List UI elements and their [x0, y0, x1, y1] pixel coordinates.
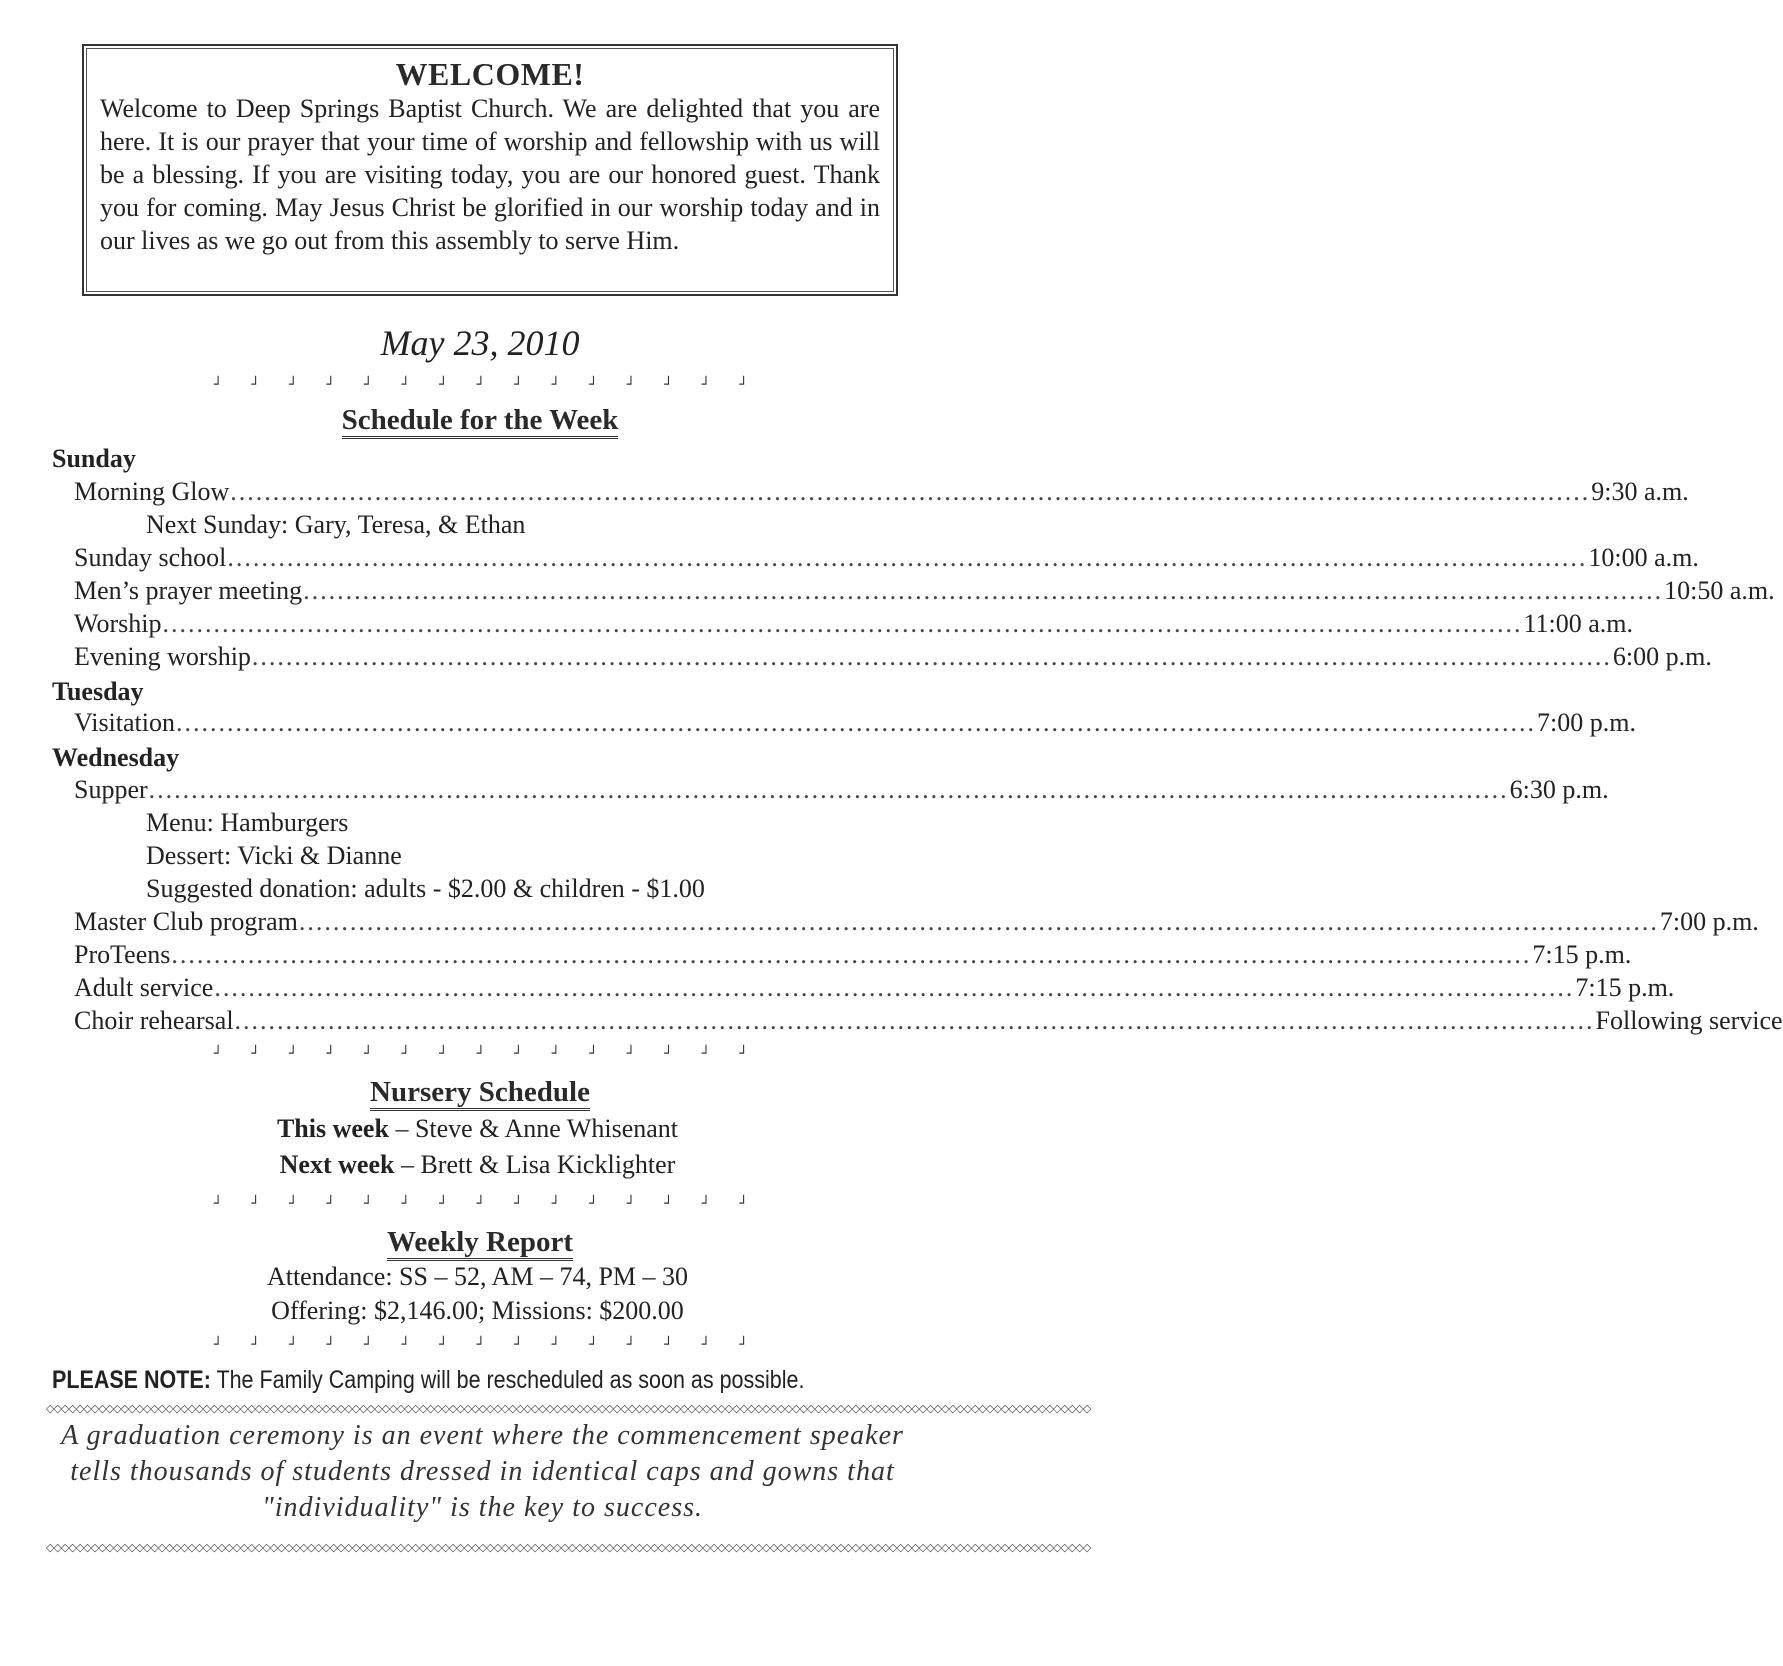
- report-offering: Offering: $2,146.00; Missions: $200.00: [271, 1296, 684, 1325]
- music-note-icon: ┘: [326, 1046, 336, 1062]
- music-note-icon: ┘: [626, 377, 636, 393]
- music-note-icon: ┘: [739, 1196, 748, 1212]
- schedule-row: Supper ..... 6:30 p.m.: [74, 775, 902, 805]
- music-note-icon: ┘: [439, 1337, 448, 1353]
- music-note-icon: ┘: [664, 1337, 673, 1353]
- day-heading-tuesday: Tuesday: [52, 677, 144, 706]
- schedule-row: Morning Glow ..... 9:30 a.m.: [74, 477, 902, 507]
- music-note-icon: ┘: [364, 1337, 373, 1353]
- music-note-icon: ┘: [739, 1337, 748, 1353]
- music-note-icon: ┘: [514, 1337, 523, 1353]
- music-note-icon: ┘: [251, 377, 260, 393]
- music-note-divider: [214, 377, 748, 393]
- schedule-row: Visitation ..... 7:00 p.m.: [74, 708, 902, 738]
- diamond-divider: ◇◇◇◇◇◇◇◇◇◇◇◇◇◇◇◇◇◇◇◇◇◇◇◇◇◇◇◇◇◇◇◇◇◇◇◇◇◇◇◇◇◇◇◇◇◇◇◇◇◇◇◇◇◇◇◇◇◇◇◇◇◇◇◇◇◇◇◇◇◇◇◇◇◇◇◇◇◇◇◇◇◇◇◇◇◇◇◇◇◇◇◇◇◇◇◇◇◇◇◇◇◇◇◇◇◇◇◇◇◇◇◇◇◇◇◇◇◇◇◇◇◇◇◇◇◇◇◇◇◇◇◇◇◇◇◇◇◇◇◇: [46, 1402, 1091, 1415]
- quote: A graduation ceremony is an event where the commencement speaker tells thousands of students dressed in identical caps and gowns that "individuality" is the key to success.: [61, 1420, 904, 1523]
- music-note-icon: ┘: [214, 1196, 223, 1212]
- music-note-icon: ┘: [551, 1196, 561, 1212]
- nursery-next-week: Next week – Brett & Lisa Kicklighter: [279, 1150, 676, 1179]
- music-note-icon: ┘: [626, 1337, 636, 1353]
- music-note-icon: ┘: [364, 1196, 373, 1212]
- nursery-this-week: This week – Steve & Anne Whisenant: [276, 1114, 679, 1143]
- schedule-row: Adult service ..... 7:15 p.m.: [74, 973, 902, 1003]
- music-note-icon: ┘: [326, 1196, 336, 1212]
- music-note-icon: ┘: [664, 1046, 673, 1062]
- welcome-text: Welcome to Deep Springs Baptist Church. We are delighted that you are here. It is our prayer that your time of worship and fellowship with us will be a blessing. If you are visiting today, you are our honored guest. Thank you for coming. May Jesus Christ be glorified in our worship today and in our lives as we go out from this assembly to serve Him.: [100, 94, 880, 255]
- schedule-row: Evening worship ..... 6:00 p.m.: [74, 642, 902, 672]
- music-note-icon: ┘: [626, 1196, 636, 1212]
- music-note-icon: ┘: [551, 377, 561, 393]
- music-note-icon: ┘: [476, 377, 486, 393]
- schedule-note: Suggested donation: adults - $2.00 & children - $1.00: [146, 874, 705, 903]
- music-note-icon: ┘: [739, 1046, 748, 1062]
- report-attendance: Attendance: SS – 52, AM – 74, PM – 30: [266, 1262, 689, 1291]
- schedule-note: Menu: Hamburgers: [146, 808, 349, 837]
- music-note-icon: ┘: [289, 1337, 298, 1353]
- schedule-row: Worship ..... 11:00 a.m.: [74, 609, 902, 639]
- bulletin-date: May 23, 2010: [380, 323, 580, 363]
- music-note-icon: ┘: [626, 1046, 636, 1062]
- music-note-icon: ┘: [364, 1046, 373, 1062]
- music-note-icon: ┘: [701, 1337, 711, 1353]
- report-title: Weekly Report: [0, 1226, 960, 1259]
- music-note-icon: ┘: [289, 1046, 298, 1062]
- music-note-icon: ┘: [214, 377, 223, 393]
- music-note-icon: ┘: [439, 377, 448, 393]
- music-note-icon: ┘: [214, 1337, 223, 1353]
- music-note-icon: ┘: [401, 377, 411, 393]
- music-note-icon: ┘: [476, 1046, 486, 1062]
- music-note-icon: ┘: [251, 1196, 260, 1212]
- music-note-divider: [214, 1337, 748, 1353]
- music-note-icon: ┘: [214, 1046, 223, 1062]
- music-note-icon: ┘: [439, 1046, 448, 1062]
- music-note-icon: ┘: [439, 1196, 448, 1212]
- music-note-icon: ┘: [514, 1196, 523, 1212]
- music-note-icon: ┘: [701, 1046, 711, 1062]
- music-note-icon: ┘: [476, 1337, 486, 1353]
- music-note-icon: ┘: [664, 377, 673, 393]
- schedule-note: Next Sunday: Gary, Teresa, & Ethan: [146, 510, 526, 539]
- schedule-row: Choir rehearsal ..... Following service: [74, 1006, 902, 1036]
- music-note-icon: ┘: [401, 1337, 411, 1353]
- music-note-icon: ┘: [251, 1337, 260, 1353]
- music-note-icon: ┘: [401, 1046, 411, 1062]
- music-note-icon: ┘: [664, 1196, 673, 1212]
- schedule-title: Schedule for the Week: [0, 404, 960, 437]
- music-note-icon: ┘: [589, 1196, 598, 1212]
- diamond-divider: ◇◇◇◇◇◇◇◇◇◇◇◇◇◇◇◇◇◇◇◇◇◇◇◇◇◇◇◇◇◇◇◇◇◇◇◇◇◇◇◇◇◇◇◇◇◇◇◇◇◇◇◇◇◇◇◇◇◇◇◇◇◇◇◇◇◇◇◇◇◇◇◇◇◇◇◇◇◇◇◇◇◇◇◇◇◇◇◇◇◇◇◇◇◇◇◇◇◇◇◇◇◇◇◇◇◇◇◇◇◇◇◇◇◇◇◇◇◇◇◇◇◇◇◇◇◇◇◇◇◇◇◇◇◇◇◇◇◇◇◇: [46, 1541, 1091, 1554]
- music-note-icon: ┘: [589, 1046, 598, 1062]
- music-note-icon: ┘: [739, 377, 748, 393]
- music-note-icon: ┘: [514, 1046, 523, 1062]
- welcome-box: [82, 44, 898, 296]
- music-note-icon: ┘: [701, 377, 711, 393]
- nursery-title: Nursery Schedule: [0, 1076, 960, 1109]
- music-note-icon: ┘: [551, 1046, 561, 1062]
- music-note-divider: [214, 1196, 748, 1212]
- music-note-icon: ┘: [289, 377, 298, 393]
- music-note-icon: ┘: [326, 377, 336, 393]
- music-note-icon: ┘: [401, 1196, 411, 1212]
- music-note-icon: ┘: [701, 1196, 711, 1212]
- music-note-icon: ┘: [326, 1337, 336, 1353]
- day-heading-wednesday: Wednesday: [52, 743, 180, 772]
- music-note-icon: ┘: [589, 377, 598, 393]
- schedule-row: Master Club program ..... 7:00 p.m.: [74, 907, 902, 937]
- music-note-icon: ┘: [289, 1196, 298, 1212]
- music-note-icon: ┘: [476, 1196, 486, 1212]
- schedule-row: Sunday school ..... 10:00 a.m.: [74, 543, 902, 573]
- schedule-note: Dessert: Vicki & Dianne: [146, 841, 402, 870]
- music-note-icon: ┘: [551, 1337, 561, 1353]
- schedule-row: ProTeens ..... 7:15 p.m.: [74, 940, 902, 970]
- music-note-icon: ┘: [589, 1337, 598, 1353]
- day-heading-sunday: Sunday: [52, 444, 136, 473]
- music-note-icon: ┘: [364, 377, 373, 393]
- music-note-divider: [214, 1046, 748, 1062]
- schedule-row: Men’s prayer meeting ..... 10:50 a.m.: [74, 576, 902, 606]
- please-note: PLEASE NOTE: The Family Camping will be rescheduled as soon as possible.: [52, 1366, 805, 1394]
- music-note-icon: ┘: [251, 1046, 260, 1062]
- music-note-icon: ┘: [514, 377, 523, 393]
- welcome-title: WELCOME!: [395, 56, 585, 92]
